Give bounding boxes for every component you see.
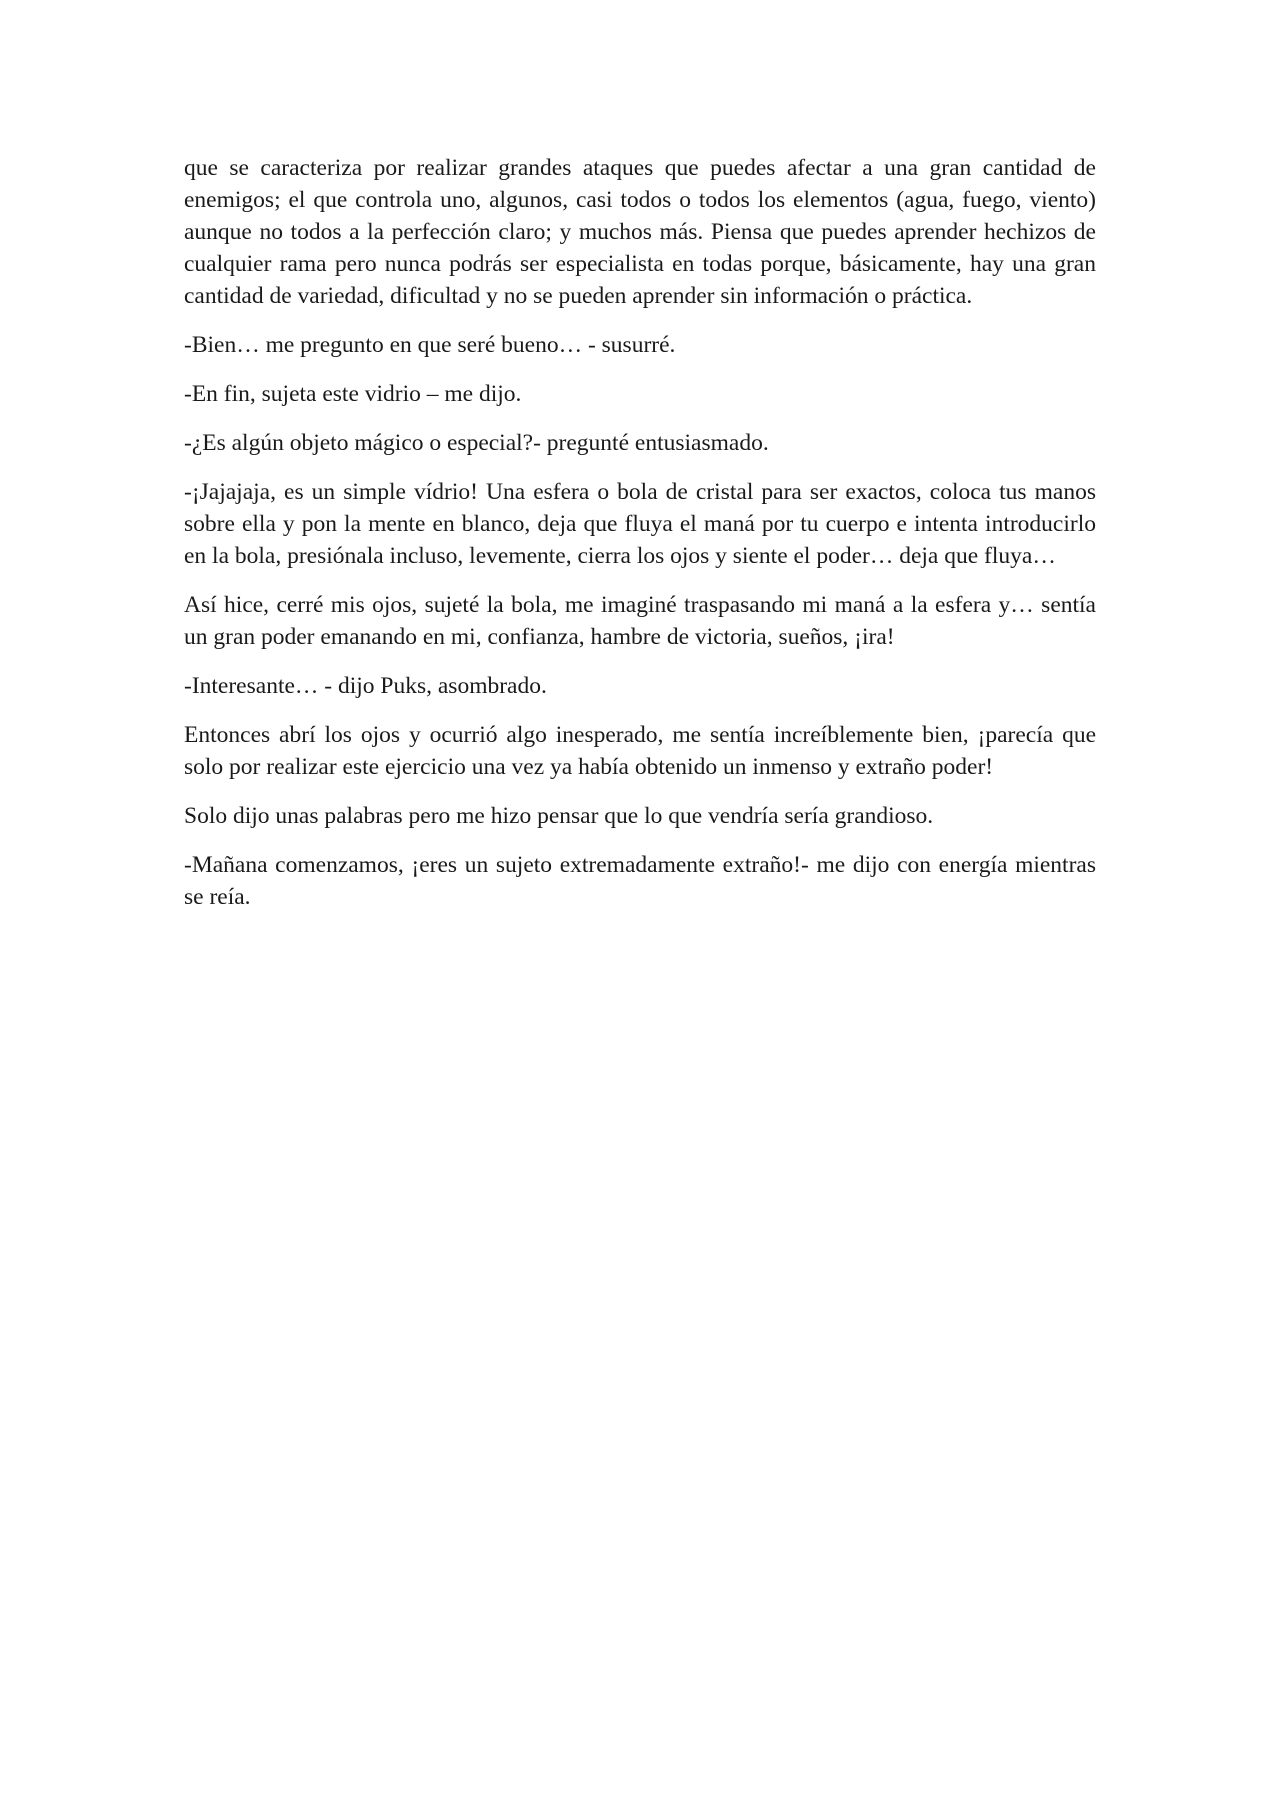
paragraph-4: -¿Es algún objeto mágico o especial?- pregunté entusiasmado. xyxy=(184,430,769,456)
paragraph-6: Así hice, cerré mis ojos, sujeté la bola, me imaginé traspasando mi maná a la esfera y… sentía un gran poder emanando en mi, confianza, hambre de victoria, sueños, ¡ira! xyxy=(184,592,1096,650)
paragraph-2: -Bien… me pregunto en que seré bueno… - susurré. xyxy=(184,332,676,358)
paragraph-3: -En fin, sujeta este vidrio – me dijo. xyxy=(184,381,522,407)
paragraph-9: Solo dijo unas palabras pero me hizo pensar que lo que vendría sería grandioso. xyxy=(184,803,934,829)
paragraph-8: Entonces abrí los ojos y ocurrió algo inesperado, me sentía increíblemente bien, ¡parecía que solo por realizar este ejercicio una vez ya había obtenido un inmenso y extraño poder! xyxy=(184,722,1096,780)
paragraph-1: que se caracteriza por realizar grandes ataques que puedes afectar a una gran cantidad de enemigos; el que controla uno, algunos, casi todos o todos los elementos (agua, fuego, viento) aunque no todos a la perfección claro; y muchos más. Piensa que puedes aprender hechizos de cualquier rama pero nunca podrás ser especialista en todas porque, básicamente, hay una gran cantidad de variedad, dificultad y no se pueden aprender sin información o práctica. xyxy=(184,155,1096,309)
document-page xyxy=(184,152,1096,930)
paragraph-5: -¡Jajajaja, es un simple vídrio! Una esfera o bola de cristal para ser exactos, coloca tus manos sobre ella y pon la mente en blanco, deja que fluya el maná por tu cuerpo e intenta introducirlo en la bola, presiónala incluso, levemente, cierra los ojos y siente el poder… deja que fluya… xyxy=(184,479,1096,569)
paragraph-7: -Interesante… - dijo Puks, asombrado. xyxy=(184,673,547,699)
paragraph-10: -Mañana comenzamos, ¡eres un sujeto extremadamente extraño!- me dijo con energía mientras se reía. xyxy=(184,852,1096,910)
